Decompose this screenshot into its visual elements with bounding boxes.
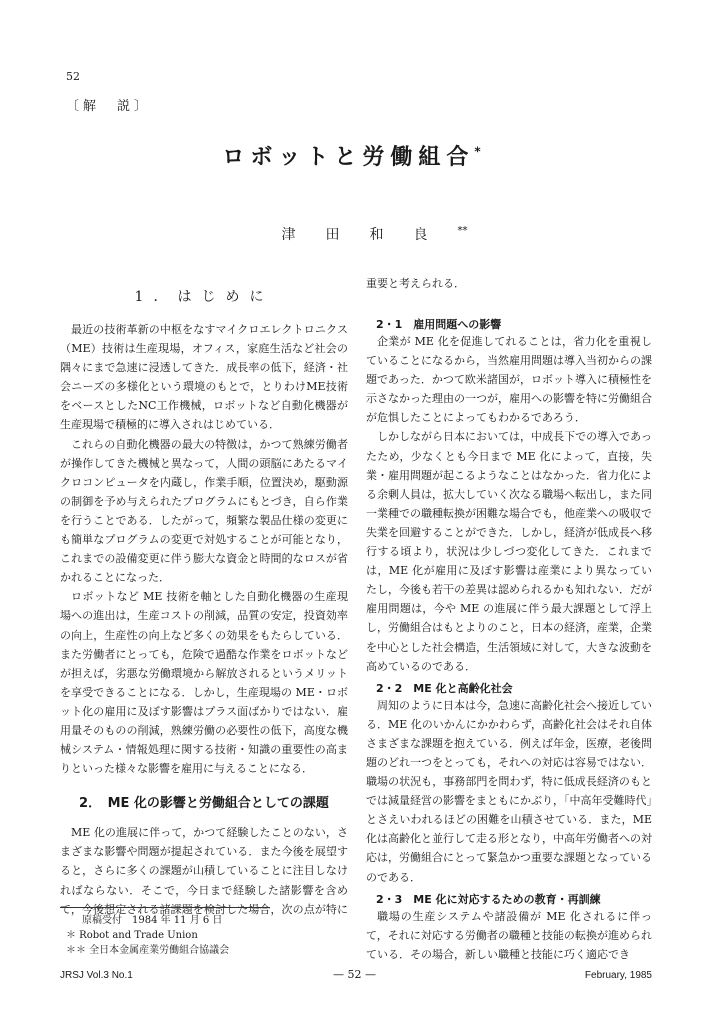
title-text: ロボットと労働組合 bbox=[222, 145, 475, 170]
footnote-title-en: ＊ Robot and Trade Union bbox=[66, 930, 198, 941]
section-2-2-heading: 2・2 ME 化と高齢化社会 bbox=[376, 681, 513, 695]
article-title bbox=[0, 140, 709, 171]
sec1-paragraph-1: 最近の技術革新の中枢をなすマイクロエレクトロニクス（ME）技術は生産現場，オフィス，家庭生活など社会の隅々にまで急速に浸透してきた．成長率の低下，経済・社会ニーズの多様化という環境のもとで，とりわけME技術をベースとしたNC工作機械，ロボットなど自動化機器が生産現場で積極的に導入されはじめている． bbox=[60, 323, 348, 432]
author-line bbox=[0, 224, 709, 244]
page-number-top: 52 bbox=[66, 70, 80, 83]
title-mark: * bbox=[474, 144, 487, 159]
sec2-paragraph-1-continued bbox=[366, 274, 652, 312]
footnote-rule bbox=[60, 907, 270, 908]
author-name: 津田和良 bbox=[281, 227, 458, 243]
sec23-paragraph-1: 職場の生産システムや諸設備が ME 化されるに伴って，それに対応する労働者の職種と技能の転換が進められている．その場合，新しい職種と技能に巧く適応でき bbox=[366, 909, 652, 961]
sec21-paragraph-2: しかしながら日本においては，中成長下での導入であったため，少なくとも今日まで ME 化によって，直接，失業・雇用問題が起こるようなことはなかった．省力化による余剰人員は，拡大していく次なる職場へ転出し，また同一業種での職種転換が困難な場合でも，他産業への吸収で失業を回避することができた．しかし，経済が低成長へ移行する頃より，状況は少しづつ変化してきた．これまでは，ME 化が雇用に及ぼす影響は産業により異なっていたし，今後も若干の差異は認められるかも知れない．だが雇用問題は，今や ME の進展に伴う最大課題として浮上し，労働組合はもとよりのこと，日本の経済，産業，企業を中心とした社会構造，生活領域に対して，大きな波動を高めているのである． bbox=[366, 430, 652, 673]
sec1-paragraph-2: これらの自動化機器の最大の特徴は，かつて熟練労働者が操作してきた機械と異なって，人間の頭脳にあたるマイクロコンピュータを内蔵し，作業手順，位置決め，駆動源の制御を予め与えられたプログラムにもとづき，自ら作業を行うことである．したがって，頻繁な製品仕様の変更にも簡単なプログラムの変更で対処することが可能となり，これまでの設備変更に伴う膨大な資金と時間的なロスが省かれることになった． bbox=[60, 437, 348, 585]
footnote-affiliation: ＊＊ 全日本金属産業労働組合協議会 bbox=[66, 945, 230, 956]
left-column bbox=[60, 286, 348, 918]
footer-date: February, 1985 bbox=[584, 970, 652, 981]
article-category: 〔解 説〕 bbox=[66, 99, 152, 114]
section-2-heading: 2． ME 化の影響と労働組合としての課題 bbox=[79, 796, 329, 812]
sec1-paragraph-3: ロボットなど ME 技術を軸とした自動化機器の生産現場への進出は，生産コストの削減，品質の安定，投資効率の向上，生産性の向上など多くの効果をもたらしている．また労働者にとっても，危険で過酷な作業をロボットなどが担えば，劣悪な労働環境から解放されるというメリットを享受できることになる．しかし，生産現場の ME・ロボット化の雇用に及ぼす影響はプラス面ばかりではない．雇用量そのものの削減，熟練労働の必要性の低下，高度な機械システム・情報処理に関する技術・知識の重要性の高まりといった様々な影響を雇用に与えることになる． bbox=[60, 590, 348, 776]
footer-journal: JRSJ Vol.3 No.1 bbox=[60, 970, 133, 981]
footnotes bbox=[66, 913, 229, 958]
author-mark: ** bbox=[457, 225, 468, 237]
section-2-3-heading: 2・3 ME 化に対応するための教育・再訓練 bbox=[376, 892, 601, 906]
sec22-paragraph-1: 周知のように日本は今，急速に高齢化社会へ接近している．ME 化のいかんにかかわらず，高齢化社会はそれ自体さまざまな課題を抱えている．例えば年金，医療，老後問題のどれ一つをとっても，それへの対応は容易ではない．職場の状況も，事務部門を問わず，特に低成長経済のもとでは減量経営の影響をまともにかぶり，「中高年受難時代」とさえいわれるほどの困難を山積させている．また，ME 化は高齢化と並行して走る形となり，中高年労働者への対応は，労働組合にとって緊急かつ重要な課題となっているのである． bbox=[366, 698, 652, 884]
sec2-paragraph-1-continued-text: 重要と考えられる． bbox=[366, 277, 465, 291]
section-1-heading: 1．はじめに bbox=[134, 289, 274, 305]
section-2-1-heading: 2・1 雇用問題への影響 bbox=[376, 318, 502, 331]
right-column bbox=[366, 274, 652, 964]
sec2-paragraph-1-text: ME 化の進展に伴って，かつて経験したことのない，さまざまな影響や問題が提起されている．また今後を展望すると，さらに多くの課題が山積していることに注目しなければならない．そこで，今日まで経験した諸影響を含めて，今後想定される諸課題を検討した場合，次の点が特に bbox=[60, 826, 348, 916]
sec21-paragraph-1: 企業が ME 化を促進してれることは，省力化を重視していることになるから，当然雇用問題は導入当初からの課題であった．かつて欧米諸国が，ロボット導入に積極性を示さなかった理由の一つが，雇用への影響を特に労働組合が危惧したことによってもわかるであろう． bbox=[366, 335, 652, 425]
sec2-paragraph-1-start bbox=[60, 823, 348, 918]
footer-page-number: — 52 — bbox=[333, 968, 376, 981]
footnote-received: 原稿受付 1984 年 11 月 6 日 bbox=[82, 915, 223, 926]
